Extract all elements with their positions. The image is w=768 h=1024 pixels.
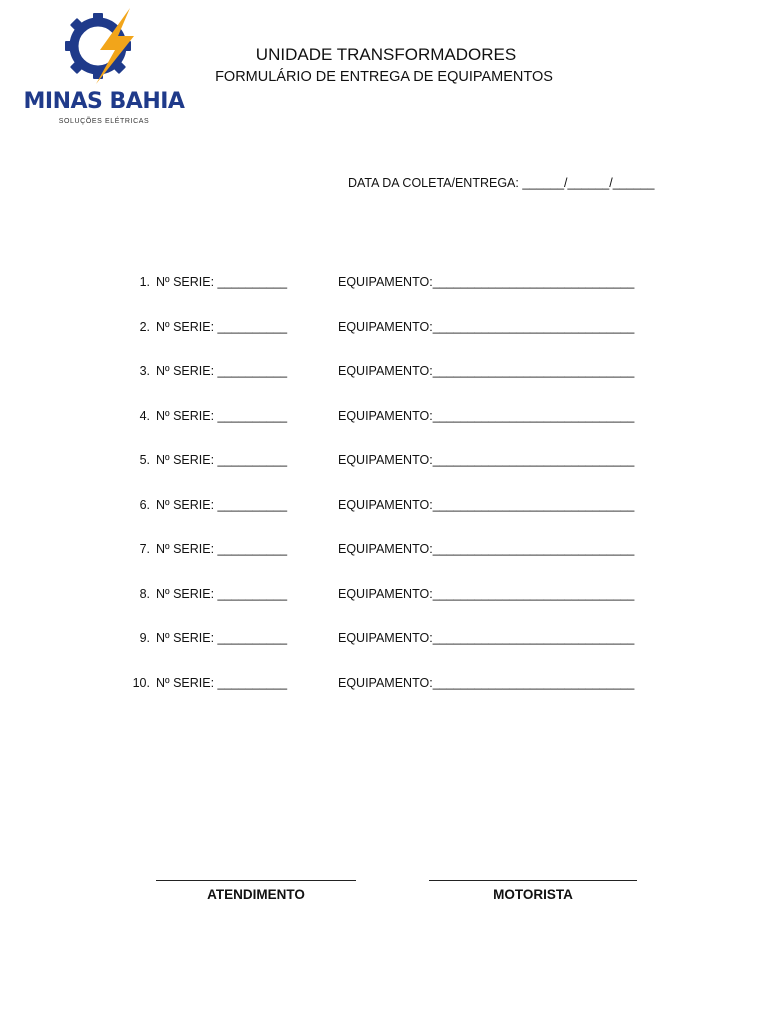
- list-item: [0, 584, 768, 604]
- list-item: [0, 317, 768, 337]
- signature-block-atendimento: [156, 866, 356, 902]
- equipment-field[interactable]: EQUIPAMENTO:_____________________________: [338, 675, 635, 690]
- item-number: 9.: [139, 631, 150, 645]
- list-item: [0, 539, 768, 559]
- list-item: [0, 272, 768, 292]
- serial-number-field[interactable]: Nº SERIE: __________: [156, 542, 288, 556]
- logo-tagline: SOLUÇÕES ELÉTRICAS: [58, 118, 150, 125]
- list-item: [0, 361, 768, 381]
- item-number: 6.: [139, 497, 150, 512]
- item-number: 3.: [139, 364, 150, 378]
- list-item: [0, 628, 768, 648]
- item-number: 7.: [139, 542, 150, 556]
- equipment-field[interactable]: EQUIPAMENTO:_____________________________: [338, 364, 635, 378]
- page-subtitle: FORMULÁRIO DE ENTREGA DE EQUIPAMENTOS: [215, 69, 553, 85]
- serial-number-field[interactable]: Nº SERIE: __________: [156, 586, 288, 601]
- serial-number-field[interactable]: Nº SERIE: __________: [156, 675, 288, 690]
- equipment-field[interactable]: EQUIPAMENTO:_____________________________: [338, 586, 635, 601]
- serial-number-field[interactable]: Nº SERIE: __________: [156, 275, 288, 289]
- signature-block-motorista: [429, 866, 637, 902]
- serial-number-field[interactable]: Nº SERIE: __________: [156, 497, 288, 512]
- serial-number-field[interactable]: Nº SERIE: __________: [156, 364, 288, 378]
- item-number: 10.: [132, 675, 150, 690]
- collection-date-field[interactable]: DATA DA COLETA/ENTREGA: ______/______/______: [348, 176, 655, 190]
- equipment-field[interactable]: EQUIPAMENTO:_____________________________: [338, 275, 635, 289]
- serial-number-field[interactable]: Nº SERIE: __________: [156, 319, 288, 334]
- equipment-field[interactable]: EQUIPAMENTO:_____________________________: [338, 453, 635, 467]
- equipment-field[interactable]: EQUIPAMENTO:_____________________________: [338, 319, 635, 334]
- item-number: 5.: [139, 453, 150, 467]
- equipment-field[interactable]: EQUIPAMENTO:_____________________________: [338, 631, 635, 645]
- equipment-field[interactable]: EQUIPAMENTO:_____________________________: [338, 542, 635, 556]
- list-item: [0, 495, 768, 515]
- item-number: 8.: [139, 586, 150, 601]
- list-item: [0, 673, 768, 693]
- company-logo: [22, 6, 186, 128]
- list-item: [0, 450, 768, 470]
- item-number: 4.: [139, 408, 150, 423]
- logo-wordmark: MINAS BAHIA: [23, 89, 185, 114]
- serial-number-field[interactable]: Nº SERIE: __________: [156, 631, 288, 645]
- serial-number-field[interactable]: Nº SERIE: __________: [156, 408, 288, 423]
- list-item: [0, 406, 768, 426]
- signature-line[interactable]: [429, 880, 637, 881]
- signature-line[interactable]: [156, 880, 356, 881]
- signature-label: MOTORISTA: [493, 887, 573, 902]
- signature-label: ATENDIMENTO: [207, 887, 305, 902]
- page-title: UNIDADE TRANSFORMADORES: [255, 45, 517, 64]
- item-number: 2.: [139, 319, 150, 334]
- equipment-field[interactable]: EQUIPAMENTO:_____________________________: [338, 408, 635, 423]
- item-number: 1.: [139, 275, 150, 289]
- equipment-field[interactable]: EQUIPAMENTO:_____________________________: [338, 497, 635, 512]
- serial-number-field[interactable]: Nº SERIE: __________: [156, 453, 288, 467]
